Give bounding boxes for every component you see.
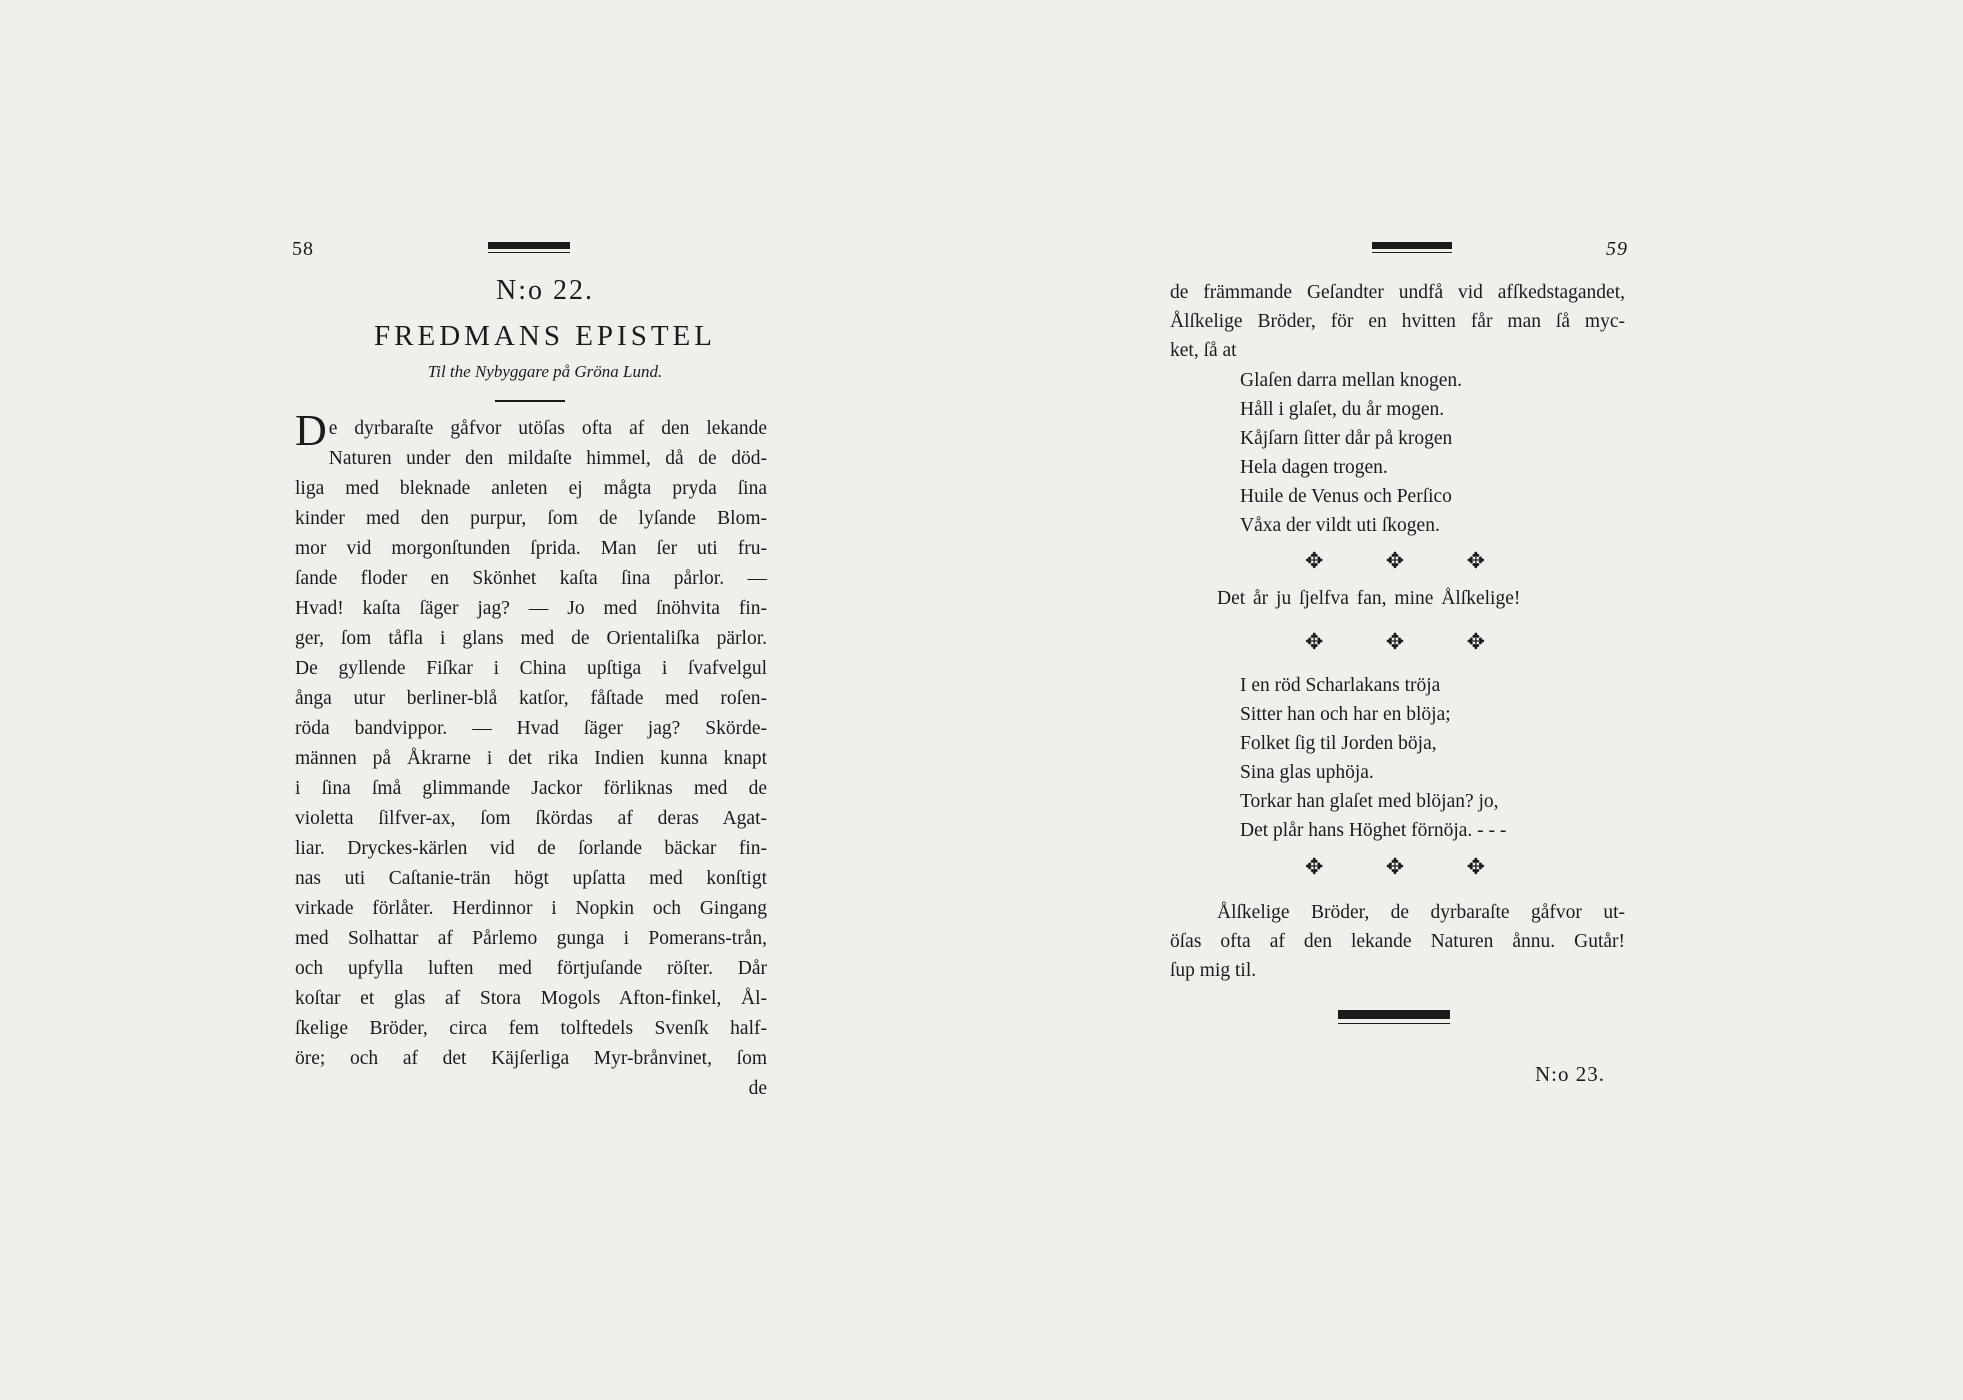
verse-stanza-2: [1240, 671, 1640, 845]
fleuron-icon: ✥: [1466, 549, 1485, 574]
body-line: och upfylla luften med förtjuſande röſter. Dår: [295, 958, 767, 979]
body-line: röda bandvippor. — Hvad ſäger jag? Skörde-: [295, 718, 767, 739]
fleuron-icon: ✥: [1385, 630, 1405, 655]
title-rule: [495, 400, 565, 402]
intro-line: ket, ſå at: [1170, 340, 1237, 361]
body-line: Naturen under den mildaſte himmel, då de död-: [328, 448, 767, 469]
body-line: liga med bleknade anleten ej mågta pryda ſina: [295, 478, 767, 499]
verse-stanza-1: [1240, 366, 1640, 540]
body-line: Hvad! kaſta ſäger jag? — Jo med ſnöhvita fin-: [295, 598, 767, 619]
body-line: ſkelige Bröder, circa fem tolftedels Svenſk half-: [295, 1018, 767, 1039]
fleuron-row-2: [1305, 630, 1485, 655]
verse-line: Håll i glaſet, du år mogen.: [1240, 399, 1445, 420]
body-line: koſtar et glas af Stora Mogols Afton-finkel, Ål-: [295, 988, 767, 1009]
header-ornament-left: [488, 242, 570, 249]
closing-line: ſup mig til.: [1170, 960, 1257, 981]
fleuron-icon: ✥: [1466, 630, 1485, 655]
verse-line: Torkar han glaſet med blöjan? jo,: [1240, 791, 1499, 812]
body-line: violetta ſilfver-ax, ſom ſkördas af deras Agat-: [295, 808, 767, 829]
closing-line: öſas ofta af den lekande Naturen ånnu. Gutår!: [1170, 931, 1625, 952]
body-line: ånga utur berliner-blå katſor, fåſtade med roſen-: [295, 688, 767, 709]
epistle-subtitle: Til the Nybyggare på Gröna Lund.: [427, 362, 663, 381]
closing-text: [1170, 898, 1625, 985]
end-ornament-rule: [1338, 1010, 1450, 1019]
body-line: mor vid morgonſtunden ſprida. Man ſer uti fru-: [295, 538, 767, 559]
epistle-title: FREDMANS EPISTEL: [374, 320, 716, 352]
fleuron-icon: ✥: [1385, 549, 1405, 574]
body-line: kinder med den purpur, ſom de lyſande Blom-: [295, 508, 767, 529]
body-line: virkade förlåter. Herdinnor i Nopkin och Gingang: [295, 898, 767, 919]
page-number-right: 59: [1606, 238, 1628, 260]
page-number-left: 58: [292, 238, 314, 260]
fleuron-icon: ✥: [1385, 855, 1405, 880]
epistle-body: [295, 406, 767, 1104]
body-line: med Solhattar af Pårlemo gunga i Pomerans-trån,: [295, 928, 767, 949]
header-ornament-right: [1372, 242, 1452, 249]
body-line: ſande floder en Skönhet kaſta ſina pårlor. —: [295, 568, 767, 589]
exclamation-line: Det år ju ſjelfva fan, mine Ålſkelige!: [1217, 588, 1521, 609]
body-line: i ſina ſmå glimmande Jackor förliknas med de: [295, 778, 767, 799]
verse-line: Det plår hans Höghet förnöja. - - -: [1240, 820, 1507, 841]
verse-line: Sitter han och har en blöja;: [1240, 704, 1451, 725]
body-line: e dyrbaraſte gåfvor utöſas ofta af den lekande: [328, 418, 767, 439]
verse-line: Hela dagen trogen.: [1240, 457, 1388, 478]
fleuron-icon: ✥: [1305, 855, 1324, 880]
verse-line: I en röd Scharlakans tröja: [1240, 675, 1441, 696]
fleuron-icon: ✥: [1305, 549, 1324, 574]
intro-line: Ålſkelige Bröder, för en hvitten får man ſå myc-: [1170, 311, 1625, 332]
verse-line: Sina glas uphöja.: [1240, 762, 1374, 783]
body-line: ger, ſom tåfla i glans med de Orientaliſka pärlor.: [295, 628, 767, 649]
body-line: liar. Dryckes-kärlen vid de ſorlande bäckar fin-: [295, 838, 767, 859]
drop-cap: D: [295, 406, 327, 455]
intro-text: [1170, 278, 1625, 365]
fleuron-row-3: [1305, 855, 1485, 880]
body-line: De gyllende Fiſkar i China upſtiga i ſvafvelgul: [295, 658, 767, 679]
verse-line: Våxa der vildt uti ſkogen.: [1240, 515, 1440, 536]
fleuron-row-1: [1305, 549, 1485, 574]
verse-line: Kåjſarn ſitter dår på krogen: [1240, 428, 1453, 449]
catchword-left: de: [748, 1078, 767, 1099]
verse-line: Glaſen darra mellan knogen.: [1240, 370, 1462, 391]
verse-line: Folket ſig til Jorden böja,: [1240, 733, 1437, 754]
fleuron-icon: ✥: [1466, 855, 1485, 880]
body-line: nas uti Caſtanie-trän högt upſatta med konſtigt: [295, 868, 767, 889]
catchword-right: N:o 23.: [1535, 1062, 1605, 1086]
verse-line: Huile de Venus och Perſico: [1240, 486, 1452, 507]
closing-line: Ålſkelige Bröder, de dyrbaraſte gåfvor ut-: [1217, 902, 1625, 923]
epistle-number-heading: N:o 22.: [496, 275, 594, 306]
fleuron-icon: ✥: [1305, 630, 1324, 655]
body-line: öre; och af det Käjſerliga Myr-brånvinet, ſom: [295, 1048, 767, 1069]
body-line: männen på Åkrarne i det rika Indien kunna knapt: [295, 748, 767, 769]
intro-line: de främmande Geſandter undfå vid afſkedstagandet,: [1170, 282, 1625, 303]
